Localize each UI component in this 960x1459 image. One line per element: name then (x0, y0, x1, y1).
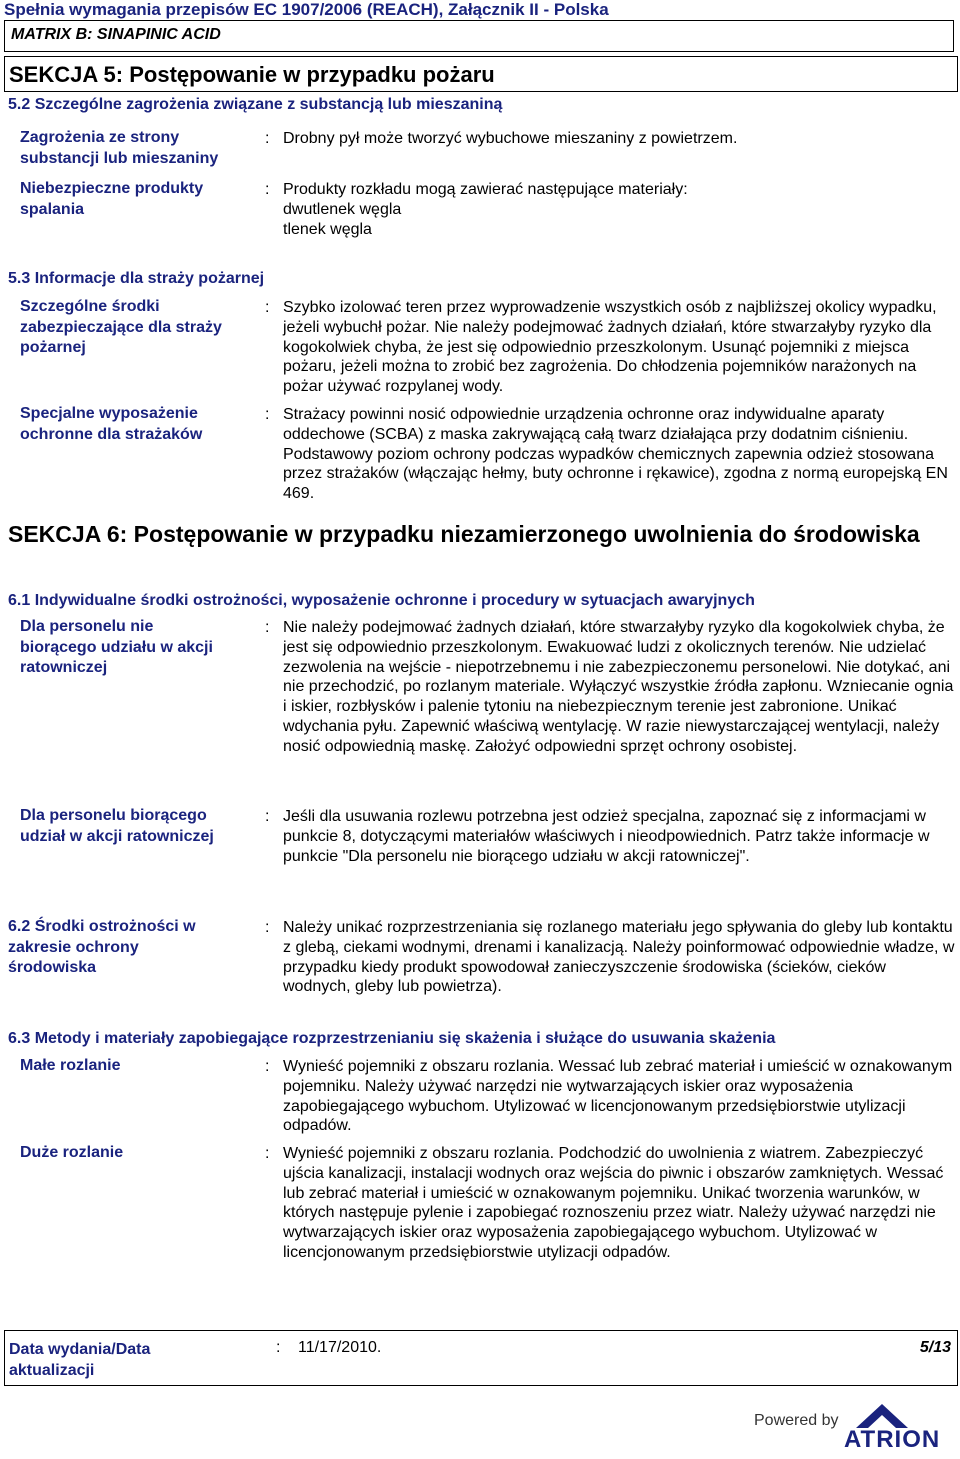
combustion-products-text: Produkty rozkładu mogą zawierać następujące materiały: dwutlenek węgla tlenek węgla (283, 181, 688, 238)
non-emergency-personnel-text: Nie należy podejmować żadnych działań, które stwarzałyby ryzyko dla kogokolwiek chyba, że jest się odpowiednio przeszkolonym. Ewakuować ludzi z okolicznych terenów. Nie udzielać zezwolenia na wejście - niepotrzebnemu i nie zabezpieczonemu personelowi. Nie dotykać, ani nie przechodzić, po rozlanym materiale. Wyłączyć wszystkie źródła zapłonu. Wzniecanie ognia i iskier, rozbłysków i palenie tytoniu na niebezpiecznym terenie jest zabronione. Unikać wdychania pyłu. Zapewnić właściwą wentylację. W razie niewystarczającej wentylacji, należy nosić odpowiednią maskę. Założyć odpowiedni sprzęt ochrony osobistej. (283, 619, 954, 755)
large-spill-text: Wynieść pojemniki z obszaru rozlania. Podchodzić do uwolnienia z wiatrem. Zabezpieczyć ujścia kanalizacji, instalacji wodnych oraz wejścia do piwnic i obszarów zamkniętych. Wessać lub zebrać materiał i umieścić w oznakowanym pojemniku. Unikać tworzenia warunków, w których następuje pylenie i zapobiegać roznoszeniu przez wiatr. Należy używać narzędzi nie wytwarzających iskier oraz wyposażenia zapobiegającego wybuchom. Utylizować w licencjonowanym przedsiębiorstwie utylizacji odpadów. (283, 1145, 944, 1261)
subsection-6-3-heading: 6.3 Metody i materiały zapobiegające rozprzestrzenianiu się skażenia i służące do usuwania skażenia (8, 1030, 776, 1047)
product-name-box (4, 20, 954, 52)
powered-by-label: Powered by (754, 1412, 839, 1429)
atrion-brand-name: ATRION (844, 1426, 941, 1453)
colon: : (265, 406, 270, 423)
regulation-title: Spełnia wymagania przepisów EC 1907/2006 (REACH), Załącznik II - Polska (4, 0, 609, 19)
page-number: 5/13 (919, 1339, 951, 1356)
product-name: MATRIX B: SINAPINIC ACID (11, 26, 221, 43)
environmental-precautions-text: Należy unikać rozprzestrzeniania się rozlanego materiału jego spływania do gleby lub kontaktu z glebą, ciekami wodnymi, drenami i kanalizacją. Należy poinformować odpowiednie władze, w przypadku kiedy produkt spowodował zanieczyszczenie środowiska (ścieków, cieków wodnych, gleby lub powietrza). (283, 919, 955, 996)
small-spill-text: Wynieść pojemniki z obszaru rozlania. Wessać lub zebrać materiał i umieścić w oznakowanym pojemniku. Należy używać narzędzi nie wytwarzających iskier oraz wyposażenia zapobiegającego wybuchom. Utylizować w licencjonowanym przedsiębiorstwie utylizacji odpadów. (283, 1058, 953, 1135)
hazards-text: Drobny pył może tworzyć wybuchowe mieszaniny z powietrzem. (283, 130, 738, 147)
colon: : (265, 808, 270, 825)
special-measures-label: Szczególne środki zabezpieczające dla straży pożarnej (20, 298, 222, 356)
colon: : (265, 619, 270, 636)
colon: : (265, 181, 270, 198)
colon: : (265, 1058, 270, 1075)
firefighter-equipment-label: Specjalne wyposażenie ochronne dla strażaków (20, 405, 203, 443)
firefighter-equipment-text: Strażacy powinni nosić odpowiednie urządzenia ochronne oraz indywidualne aparaty oddechowe (SCBA) z maska zakrywającą całą twarz działająca przy dodatnim ciśnieniu. Podstawowy poziom ochrony podczas wypadków chemicznych zapewnia odzież stosowana przez strażaków (włączając hełmy, buty ochronne i rękawice), zgodna z normą europejską EN 469. (283, 406, 948, 503)
small-spill-label: Małe rozlanie (20, 1057, 121, 1074)
non-emergency-personnel-label: Dla personelu nie biorącego udziału w akcji ratowniczej (20, 618, 213, 676)
powered-by-atrion (752, 1400, 958, 1456)
issue-date-label: Data wydania/Data aktualizacji (9, 1341, 151, 1379)
colon: : (265, 299, 270, 316)
colon: : (276, 1339, 281, 1356)
hazards-label: Zagrożenia ze strony substancji lub mieszaniny (20, 129, 219, 167)
combustion-products-label: Niebezpieczne produkty spalania (20, 180, 204, 218)
large-spill-label: Duże rozlanie (20, 1144, 124, 1161)
section-6-title: SEKCJA 6: Postępowanie w przypadku niezamierzonego uwolnienia do środowiska (8, 521, 920, 547)
footer-box (4, 1330, 958, 1386)
issue-date-value: 11/17/2010. (298, 1339, 382, 1356)
subsection-6-1-heading: 6.1 Indywidualne środki ostrożności, wyposażenie ochronne i procedury w sytuacjach awaryjnych (8, 592, 755, 609)
subsection-6-2-heading: 6.2 Środki ostrożności w zakresie ochrony środowiska (8, 918, 196, 976)
colon: : (265, 130, 270, 147)
emergency-responders-label: Dla personelu biorącego udział w akcji ratowniczej (20, 807, 214, 845)
section-5-title: SEKCJA 5: Postępowanie w przypadku pożaru (9, 62, 495, 87)
emergency-responders-text: Jeśli dla usuwania rozlewu potrzebna jest odzież specjalna, zapoznać się z informacjami w punkcie 8, dotyczącymi materiałów właściwych i nieodpowiednich. Patrz także informacje w punkcie "Dla personelu nie biorącego udziału w akcji ratowniczej". (283, 808, 930, 865)
colon: : (265, 919, 270, 936)
subsection-5-2-heading: 5.2 Szczególne zagrożenia związane z substancją lub mieszaniną (8, 96, 503, 113)
special-measures-text: Szybko izolować teren przez wyprowadzenie wszystkich osób z najbliższej okolicy wypadku, jeżeli wybuchł pożar. Nie należy podejmować żadnych działań, które stwarzałyby ryzyko dla kogokolwiek chyba, że jest się odpowiednio przeszkolonym. Usunąć pojemniki z miejsca pożaru, jeżeli można to zrobić bez zagrożenia. Do chłodzenia pojemników narażonych na pożar używać rozpylanej wody. (283, 299, 937, 396)
subsection-5-3-heading: 5.3 Informacje dla straży pożarnej (8, 270, 265, 287)
section-5-title-box (4, 56, 958, 92)
colon: : (265, 1145, 270, 1162)
